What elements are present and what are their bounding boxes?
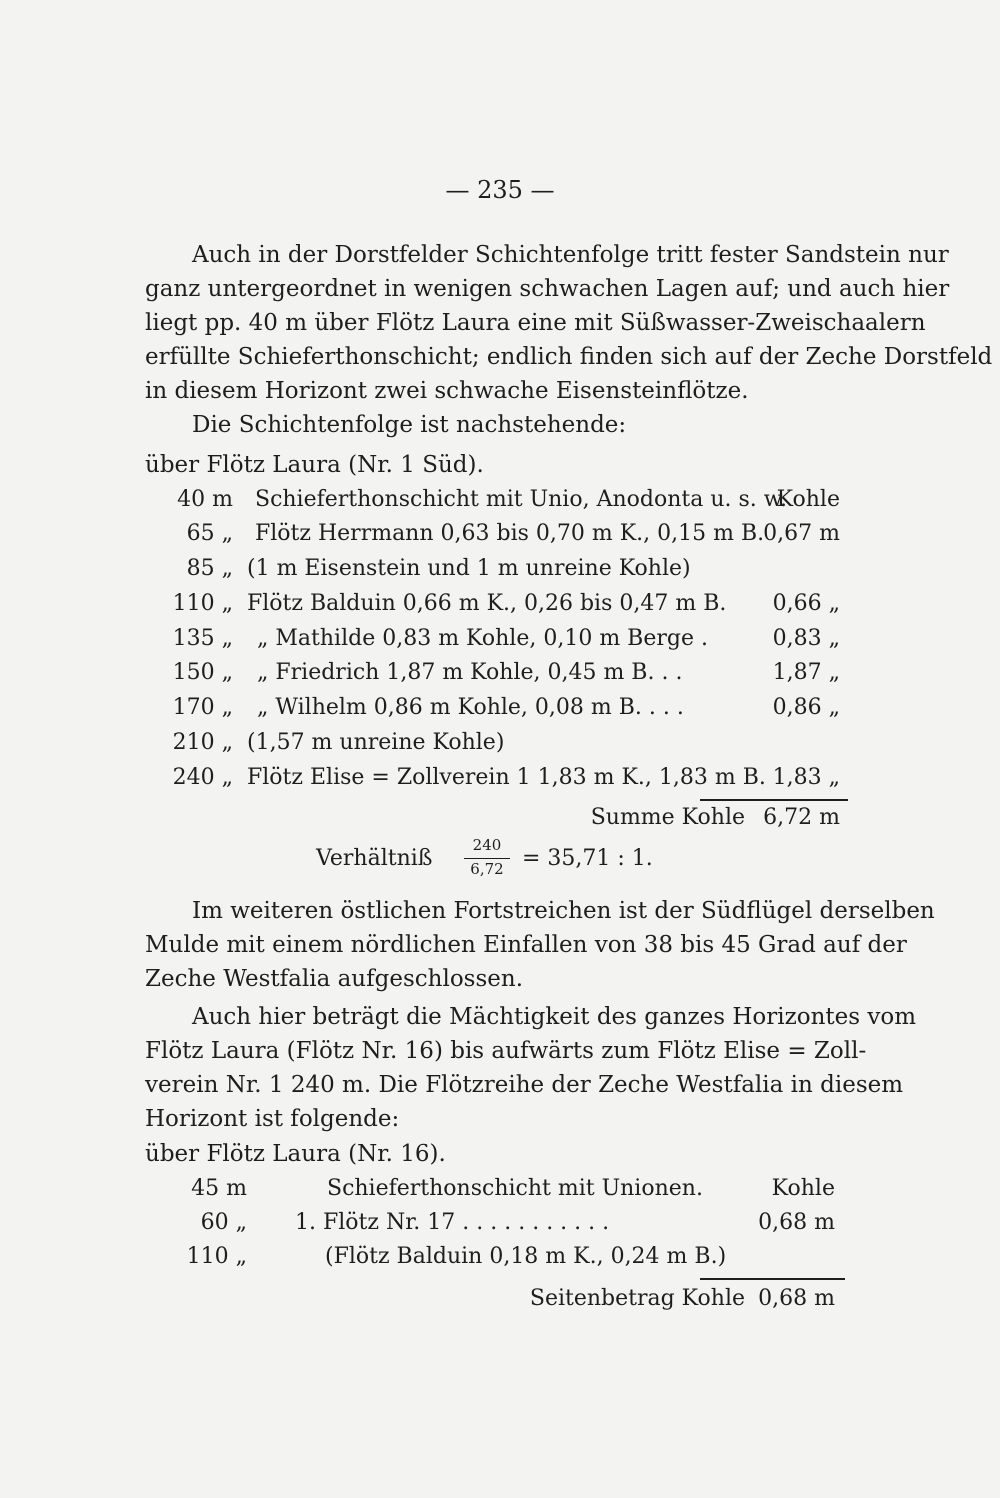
sum-row bbox=[145, 1286, 845, 1316]
description-cell: „ Friedrich 1,87 m Kohle, 0,45 m B. . . bbox=[257, 660, 683, 685]
description-cell: „ Wilhelm 0,86 m Kohle, 0,08 m B. . . . bbox=[257, 695, 684, 720]
sum-rule bbox=[700, 799, 848, 801]
depth-cell: 150 „ bbox=[172, 660, 233, 685]
sum-label: Seitenbetrag Kohle bbox=[529, 1286, 745, 1311]
text-line: Horizont ist folgende: bbox=[145, 1106, 400, 1132]
table-heading: über Flötz Laura (Nr. 16). bbox=[145, 1141, 446, 1167]
coal-cell: 0,68 m bbox=[758, 1210, 835, 1235]
table-row bbox=[145, 1244, 845, 1274]
table-row bbox=[145, 487, 845, 517]
coal-cell: 1,87 „ bbox=[772, 660, 840, 685]
depth-cell: 40 m bbox=[177, 487, 233, 512]
ratio-label: Verhältniß bbox=[316, 846, 433, 871]
ratio-denominator: 6,72 bbox=[470, 860, 504, 878]
table-row bbox=[145, 626, 845, 656]
description-cell: Schieferthonschicht mit Unio, Anodonta u. s. w. bbox=[255, 487, 787, 512]
text-line: liegt pp. 40 m über Flötz Laura eine mit Süßwasser-Zweischaalern bbox=[145, 310, 926, 336]
sum-label: Summe Kohle bbox=[590, 805, 745, 830]
coal-cell: 0,86 „ bbox=[772, 695, 840, 720]
table-row bbox=[145, 695, 845, 725]
text-line: Flötz Laura (Flötz Nr. 16) bis aufwärts zum Flötz Elise = Zoll- bbox=[145, 1038, 867, 1064]
depth-cell: 170 „ bbox=[172, 695, 233, 720]
table-heading: über Flötz Laura (Nr. 1 Süd). bbox=[145, 452, 484, 478]
depth-cell: 210 „ bbox=[172, 730, 233, 755]
table-row bbox=[145, 660, 845, 690]
depth-cell: 135 „ bbox=[172, 626, 233, 651]
ratio-result: = 35,71 : 1. bbox=[522, 846, 653, 871]
sum-value: 6,72 m bbox=[763, 805, 840, 830]
description-cell: Flötz Elise = Zollverein 1 1,83 m K., 1,83 m B. bbox=[247, 765, 766, 790]
sum-row bbox=[145, 805, 845, 835]
text-line: ganz untergeordnet in wenigen schwachen Lagen auf; und auch hier bbox=[145, 276, 950, 302]
text-line: Die Schichtenfolge ist nachstehende: bbox=[192, 412, 627, 438]
table-row bbox=[145, 556, 845, 586]
sum-rule bbox=[700, 1278, 845, 1280]
text-line: Zeche Westfalia aufgeschlossen. bbox=[145, 966, 524, 992]
depth-cell: 110 „ bbox=[186, 1244, 247, 1269]
text-line: Auch hier beträgt die Mächtigkeit des ganzes Horizontes vom bbox=[192, 1004, 917, 1030]
ratio-line bbox=[316, 836, 676, 878]
fraction-bar bbox=[464, 858, 510, 859]
description-cell: „ Mathilde 0,83 m Kohle, 0,10 m Berge . bbox=[257, 626, 708, 651]
table-row bbox=[145, 521, 845, 551]
depth-cell: 110 „ bbox=[172, 591, 233, 616]
description-cell: Schieferthonschicht mit Unionen. bbox=[327, 1176, 703, 1201]
description-cell: Flötz Balduin 0,66 m K., 0,26 bis 0,47 m B. bbox=[247, 591, 727, 616]
coal-cell: Kohle bbox=[776, 487, 840, 512]
depth-cell: 45 m bbox=[191, 1176, 247, 1201]
description-cell: (1,57 m unreine Kohle) bbox=[247, 730, 505, 755]
text-line: in diesem Horizont zwei schwache Eisensteinflötze. bbox=[145, 378, 749, 404]
page-number: — 235 — bbox=[445, 176, 555, 204]
text-line: Im weiteren östlichen Fortstreichen ist der Südflügel derselben bbox=[192, 898, 935, 924]
description-cell: (1 m Eisenstein und 1 m unreine Kohle) bbox=[247, 556, 691, 581]
depth-cell: 240 „ bbox=[172, 765, 233, 790]
description-cell: (Flötz Balduin 0,18 m K., 0,24 m B.) bbox=[325, 1244, 727, 1269]
table-row bbox=[145, 765, 845, 795]
depth-cell: 60 „ bbox=[200, 1210, 247, 1235]
text-line: verein Nr. 1 240 m. Die Flötzreihe der Zeche Westfalia in diesem bbox=[145, 1072, 904, 1098]
ratio-numerator: 240 bbox=[472, 836, 502, 854]
table-row bbox=[145, 730, 845, 760]
coal-cell: 0,66 „ bbox=[772, 591, 840, 616]
coal-cell: 0,83 „ bbox=[772, 626, 840, 651]
depth-cell: 65 „ bbox=[186, 521, 233, 546]
text-line: Auch in der Dorstfelder Schichtenfolge tritt fester Sandstein nur bbox=[192, 242, 949, 268]
table-row bbox=[145, 1210, 845, 1240]
coal-cell: Kohle bbox=[771, 1176, 835, 1201]
text-line: erfüllte Schieferthonschicht; endlich finden sich auf der Zeche Dorstfeld bbox=[145, 344, 993, 370]
description-cell: 1. Flötz Nr. 17 . . . . . . . . . . . bbox=[295, 1210, 610, 1235]
table-row bbox=[145, 591, 845, 621]
description-cell: Flötz Herrmann 0,63 bis 0,70 m K., 0,15 m B. bbox=[255, 521, 765, 546]
text-line: Mulde mit einem nördlichen Einfallen von 38 bis 45 Grad auf der bbox=[145, 932, 907, 958]
coal-cell: 0,67 m bbox=[763, 521, 840, 546]
table-row bbox=[145, 1176, 845, 1206]
sum-value: 0,68 m bbox=[758, 1286, 835, 1311]
coal-cell: 1,83 „ bbox=[772, 765, 840, 790]
depth-cell: 85 „ bbox=[186, 556, 233, 581]
